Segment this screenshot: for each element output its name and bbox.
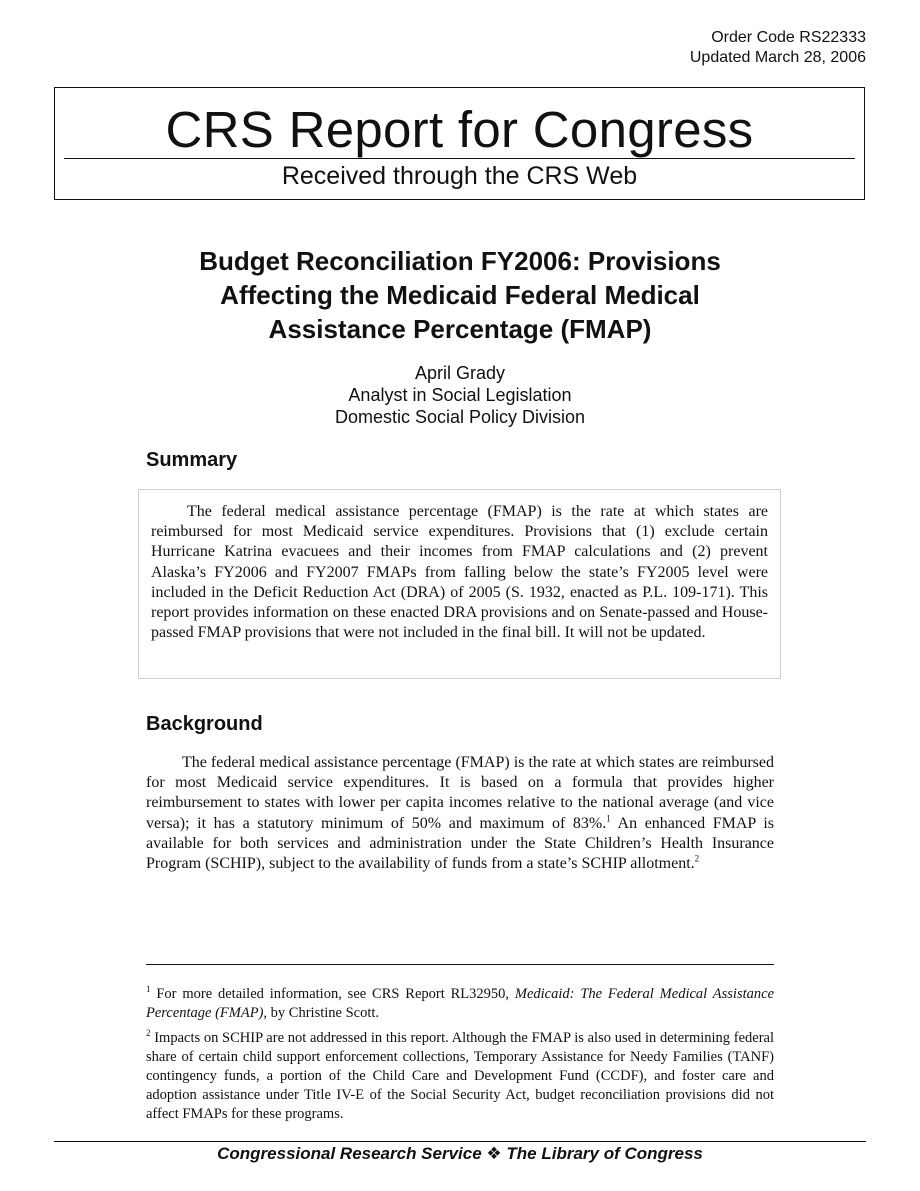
summary-heading: Summary bbox=[146, 449, 238, 471]
footnote-cited-title: Medicaid: The Federal Medical Assistance Percentage (FMAP) bbox=[146, 986, 774, 1021]
footnote-2 bbox=[146, 1029, 774, 1124]
author-name: April Grady bbox=[414, 363, 506, 383]
title-line: Affecting the Medicaid Federal Medical bbox=[220, 280, 700, 310]
banner-title: CRS Report for Congress bbox=[165, 101, 754, 158]
banner-subtitle: Received through the CRS Web bbox=[281, 162, 638, 190]
background-text bbox=[146, 753, 774, 874]
footnote-ref-2[interactable]: 2 bbox=[694, 853, 700, 864]
footnote-ref-1[interactable]: 1 bbox=[606, 813, 611, 824]
author-title: Analyst in Social Legislation bbox=[348, 385, 572, 405]
footnotes bbox=[146, 985, 774, 1130]
footnote-number: 2 bbox=[146, 1028, 151, 1039]
updated-date: Updated March 28, 2006 bbox=[689, 49, 866, 66]
background-text-part: The federal medical assistance percentage (FMAP) is the rate at which states are reimbursed for most Medicaid service expenditures. It is based on a formula that provides higher reimbursement to states with lower per capita incomes relative to the national average (and vice versa); it has a statutory minimum of 50% and maximum of 83%. bbox=[146, 754, 774, 832]
footnote-text: , by Christine Scott. bbox=[263, 1005, 380, 1021]
footnote-text: For more detailed information, see CRS Report RL32950, bbox=[150, 986, 515, 1002]
author-division: Domestic Social Policy Division bbox=[334, 407, 586, 427]
footer-separator-icon: ❖ bbox=[486, 1144, 502, 1163]
document-title bbox=[110, 244, 810, 346]
author-block bbox=[110, 362, 810, 428]
footer-library: The Library of Congress bbox=[506, 1144, 703, 1163]
footnote-number: 1 bbox=[146, 984, 151, 995]
summary-box bbox=[138, 489, 781, 679]
title-line: Budget Reconciliation FY2006: Provisions bbox=[199, 246, 721, 276]
footer-divider bbox=[54, 1141, 866, 1142]
summary-text: The federal medical assistance percentage (FMAP) is the rate at which states are reimbursed for most Medicaid service expenditures. Provisions that (1) exclude certain Hurricane Katrina evacuees and their incomes from FMAP calculations and (2) prevent Alaska’s FY2006 and FY2007 FMAPs from falling below the state’s FY2005 level were included in the Deficit Reduction Act (DRA) of 2005 (S. 1932, enacted as P.L. 109-171). This report provides information on these enacted DRA provisions and on Senate-passed and House-passed FMAP provisions that were not included in the final bill. It will not be updated. bbox=[151, 503, 768, 642]
page-footer bbox=[54, 1144, 866, 1164]
background-heading: Background bbox=[146, 713, 263, 735]
order-code: Order Code RS22333 bbox=[711, 29, 866, 46]
footer-org: Congressional Research Service bbox=[217, 1144, 482, 1163]
footnote-text: Impacts on SCHIP are not addressed in this report. Although the FMAP is also used in determining federal share of certain child support enforcement collections, Temporary Assistance for Needy Families (TANF) contingency funds, a portion of the Child Care and Development Fund (CCDF), and foster care and adoption assistance under Title IV-E of the Social Security Act, budget reconciliation provisions did not affect FMAPs for these programs. bbox=[146, 1030, 774, 1122]
footnote-divider bbox=[146, 964, 774, 965]
title-line: Assistance Percentage (FMAP) bbox=[268, 314, 652, 344]
background-section bbox=[146, 753, 774, 874]
report-banner bbox=[54, 87, 865, 200]
banner-divider bbox=[64, 158, 855, 159]
background-text-part: An enhanced FMAP is available for both services and administration under the State Children’s Health Insurance Program (SCHIP), subject to the availability of funds from a state’s SCHIP allotment. bbox=[146, 814, 775, 873]
order-info bbox=[690, 28, 866, 68]
footnote-1 bbox=[146, 985, 774, 1023]
